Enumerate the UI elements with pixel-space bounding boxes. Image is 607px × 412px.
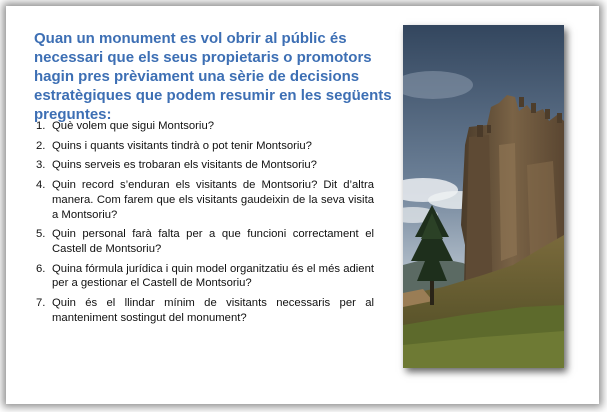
question-list — [36, 119, 374, 330]
castle-photo — [403, 25, 564, 368]
item-text: Quins serveis es trobaran els visitants de Montsoriu? — [52, 159, 317, 172]
slide-heading: Quan un monument es vol obrir al públic és necessari que els seus propietaris o promotors hagin pres prèviament una sèrie de decisions estratègiques que podem resumir en les següents preguntes: — [34, 30, 392, 123]
list-item — [36, 296, 374, 325]
item-text: Quins i quants visitants tindrà o pot tenir Montsoriu? — [52, 139, 312, 152]
list-item — [36, 227, 374, 256]
item-text: Què volem que sigui Montsoriu? — [52, 120, 215, 132]
list-item — [36, 139, 374, 154]
list-item — [36, 158, 374, 173]
item-number: 5. — [36, 228, 46, 241]
item-number: 3. — [36, 159, 46, 172]
item-number: 1. — [36, 120, 46, 132]
item-text: Quin és el llindar mínim de visitants necessaris per al manteniment sostingut del monument? — [52, 297, 374, 324]
item-text: Quina fórmula jurídica i quin model organitzatiu és el més adient per a gestionar el Castell de Montsoriu? — [52, 262, 374, 290]
item-number: 2. — [36, 139, 46, 152]
item-number: 7. — [36, 297, 46, 310]
item-number: 4. — [36, 179, 46, 192]
item-text: Quin personal farà falta per a que funcioni correctament el Castell de Montsoriu? — [52, 228, 374, 255]
list-item — [36, 178, 374, 222]
item-text: Quin record s’enduran els visitants de Montsoriu? Dit d’altra manera. Com farem que els visitants gaudeixin de la seva visita a Montsoriu? — [52, 179, 374, 221]
list-item — [36, 119, 374, 134]
list-item — [36, 262, 374, 291]
item-number: 6. — [36, 262, 46, 275]
slide — [6, 6, 599, 404]
